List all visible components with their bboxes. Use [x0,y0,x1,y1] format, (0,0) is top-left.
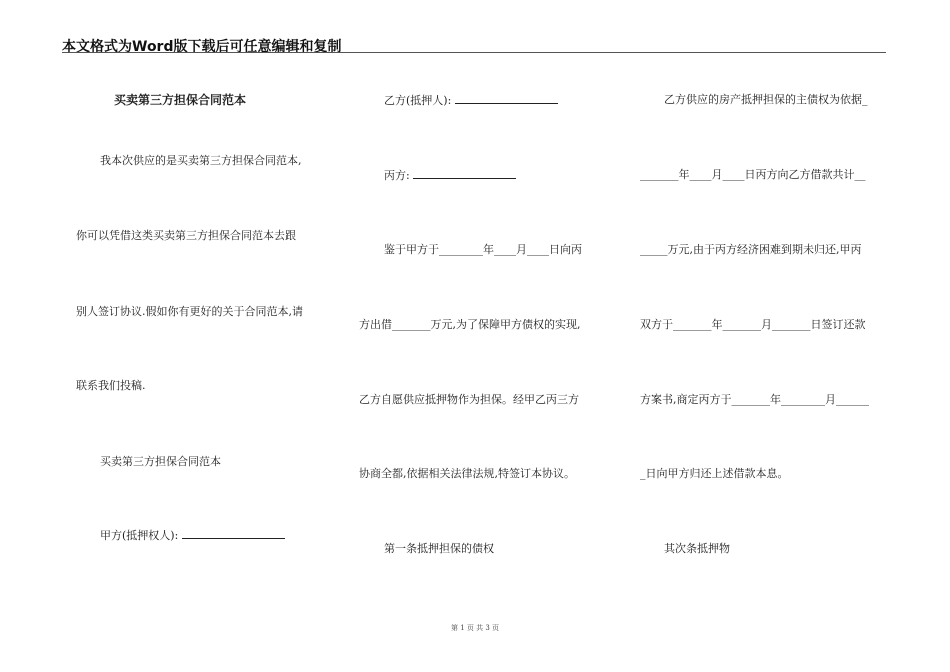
party-b-blank [455,93,558,104]
whereas-line-1: 鉴于甲方于________年____月____日向丙 [384,243,582,256]
header-rule [62,52,886,53]
party-a-label: 甲方(抵押权人): [100,529,182,542]
whereas-line-4: 协商全都,依据相关法律法规,特签订本协议。 [359,467,575,480]
debt-line-3: _____万元,由于丙方经济困难到期未归还,甲丙 [640,243,862,256]
debt-line-6: _日向甲方归还上述借款本息。 [640,467,789,480]
debt-line-1: 乙方供应的房产抵押担保的主债权为依据_ [664,93,868,106]
intro-line-1: 我本次供应的是买卖第三方担保合同范本, [100,154,302,167]
page-number: 第 1 页 共 3 页 [450,624,500,632]
party-a-blank [182,528,285,539]
document-title: 买卖第三方担保合同范本 [114,93,247,107]
party-c-blank [413,168,516,179]
party-b-row [384,93,558,108]
intro-line-3: 别人签订协议.假如你有更好的关于合同范本,请 [76,305,303,318]
party-a-row [100,528,285,543]
party-c-row [384,168,516,183]
article-2-heading: 其次条抵押物 [664,542,730,555]
debt-line-4: 双方于_______年_______月_______日签订还款 [640,318,866,331]
debt-line-5: 方案书,商定丙方于_______年________月______ [640,393,869,406]
intro-line-4: 联系我们投稿. [76,379,146,392]
whereas-line-2: 方出借_______万元,为了保障甲方债权的实现, [359,318,581,331]
debt-line-2: _______年____月____日丙方向乙方借款共计__ [640,168,866,181]
party-b-label: 乙方(抵押人): [384,94,455,107]
article-1-heading: 第一条抵押担保的债权 [384,542,494,555]
whereas-line-3: 乙方自愿供应抵押物作为担保。经甲乙丙三方 [359,393,579,406]
contract-subtitle: 买卖第三方担保合同范本 [100,455,221,468]
intro-line-2: 你可以凭借这类买卖第三方担保合同范本去跟 [76,229,296,242]
download-banner: 本文格式为Word版下载后可任意编辑和复制 [62,39,342,55]
party-c-label: 丙方: [384,169,414,182]
